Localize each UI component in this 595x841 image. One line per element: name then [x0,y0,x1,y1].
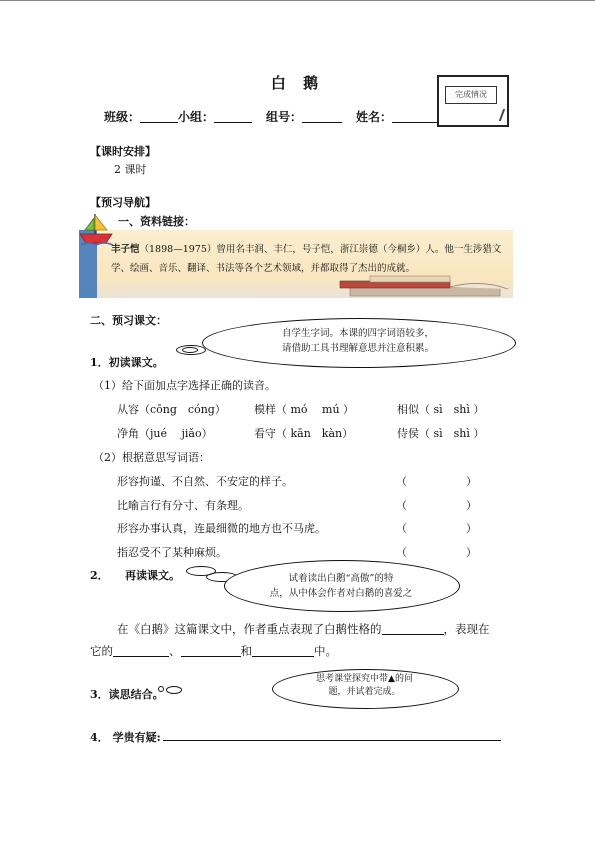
meaning-1: 形容拘谨、不自然、不安定的样子。 [117,475,293,488]
section-preview-text: 二、预习课文： [90,314,167,327]
hint-cloud-2-line2: 点，从中体会作者对白鹅的喜爱之 [269,588,413,599]
schedule-value: 2 课时 [114,163,147,176]
pron-row2-item3: 侍侯（ sì shì ） [397,427,485,440]
group-no-label: 组号： [266,110,303,124]
answer-paren-close-3: ） [466,522,477,535]
name-label: 姓名： [356,110,393,124]
preview-heading: 【预习导航】 [90,196,156,209]
task1-sub1: （1）给下面加点字选择正确的读音。 [93,379,276,392]
hint-cloud-2-line1: 试着读出白鹅“高傲”的特 [288,573,394,584]
task4-title: 学贵有疑 [112,731,157,744]
fill-blank-3[interactable] [252,644,314,657]
fill-blank-trait[interactable] [382,622,444,635]
task4-number: 4． [90,731,109,744]
task4-line [90,729,161,745]
name-blank[interactable] [392,110,442,123]
author-bio: （1898—1975）曾用名丰润、丰仁，号子恺，浙江崇德（今桐乡）人。他一生涉猎文学、绘画、音乐、翻译、书法等各个艺术领域，并都取得了杰出的成就。 [111,244,502,274]
pron-row1-item3: 相似（ sì shì ） [397,403,485,416]
group-label: 小组： [178,110,215,124]
task3-title: 3．读思结合。 [90,688,164,701]
fill-line-2-start: 它的 [90,644,113,658]
meaning-3: 形容办事认真，连最细微的地方也不马虎。 [117,522,326,535]
hint-cloud-3-line2: 题，并试着完成。 [328,687,401,697]
student-info-line [104,108,442,125]
top-rule [0,0,595,1]
meaning-4: 指忍受不了某种麻烦。 [117,546,227,559]
books-illustration [330,275,510,297]
task1-title: 1．初读课文。 [90,356,164,369]
hint-cloud-1-text [202,326,514,356]
answer-paren-open-1[interactable]: （ [396,475,407,488]
meaning-2: 比喻言行有分寸、有条理。 [117,499,249,512]
hint-cloud-1-line2: 请借助工具书理解意思并注意积累。 [281,343,434,354]
pen-icon [489,109,505,121]
answer-paren-close-2: ） [466,499,477,512]
class-blank[interactable] [140,110,178,123]
task4-colon: : [156,731,161,744]
question-answer-line[interactable] [163,740,501,741]
task1-sub2: （2）根据意思写词语： [93,451,210,464]
pron-row1-item2: 模样（ mó mú ） [254,403,355,416]
pron-row1-item1: 从容（cōng cóng） [117,403,226,416]
task2-title: 再读课文。 [125,569,180,582]
author-paragraph [111,240,504,278]
page-title: 白 鹅 [270,74,325,92]
cloud-tail-3a [158,686,164,692]
hint-cloud-2-text [224,571,458,601]
fill-line-1 [117,621,490,637]
fill-line-1-end: ，表现在 [443,622,490,636]
fill-separator: 、 [169,644,181,658]
section-reference-link: 一、资料链接： [118,215,195,228]
answer-paren-close-4: ） [466,546,477,559]
group-blank[interactable] [214,110,252,123]
fill-blank-1[interactable] [113,644,169,657]
answer-paren-close-1: ） [466,475,477,488]
fill-conjunction: 和 [240,644,252,658]
fill-blank-2[interactable] [181,644,241,657]
hint-cloud-3-line1: 思考课堂探究中带▲的问 [316,674,413,684]
fill-line-1-text: 在《白鹅》这篇课文中，作者重点表现了白鹅性格的 [117,622,382,636]
pron-row2-item1: 净角（jué jiǎo） [117,427,213,440]
fill-line-2-end: 中。 [314,644,337,658]
stamp-label: 完成情况 [445,86,497,104]
fill-line-2 [90,643,337,659]
hint-cloud-3-text [272,673,457,699]
answer-paren-open-4[interactable]: （ [396,546,407,559]
cloud-tail-1b [182,347,198,353]
completion-stamp [437,75,509,127]
pron-row2-item2: 看守（ kān kàn） [254,427,354,440]
ship-icon [78,212,114,246]
group-no-blank[interactable] [302,110,342,123]
cloud-tail-3b [166,686,182,694]
schedule-heading: 【课时安排】 [90,145,156,158]
answer-paren-open-2[interactable]: （ [396,499,407,512]
class-label: 班级： [104,110,141,124]
task2-number: 2． [90,569,109,582]
answer-paren-open-3[interactable]: （ [396,522,407,535]
author-name: 丰子恺 [111,244,140,255]
hint-cloud-1-line1: 自学生字词。本课的四字词语较多， [281,328,434,339]
